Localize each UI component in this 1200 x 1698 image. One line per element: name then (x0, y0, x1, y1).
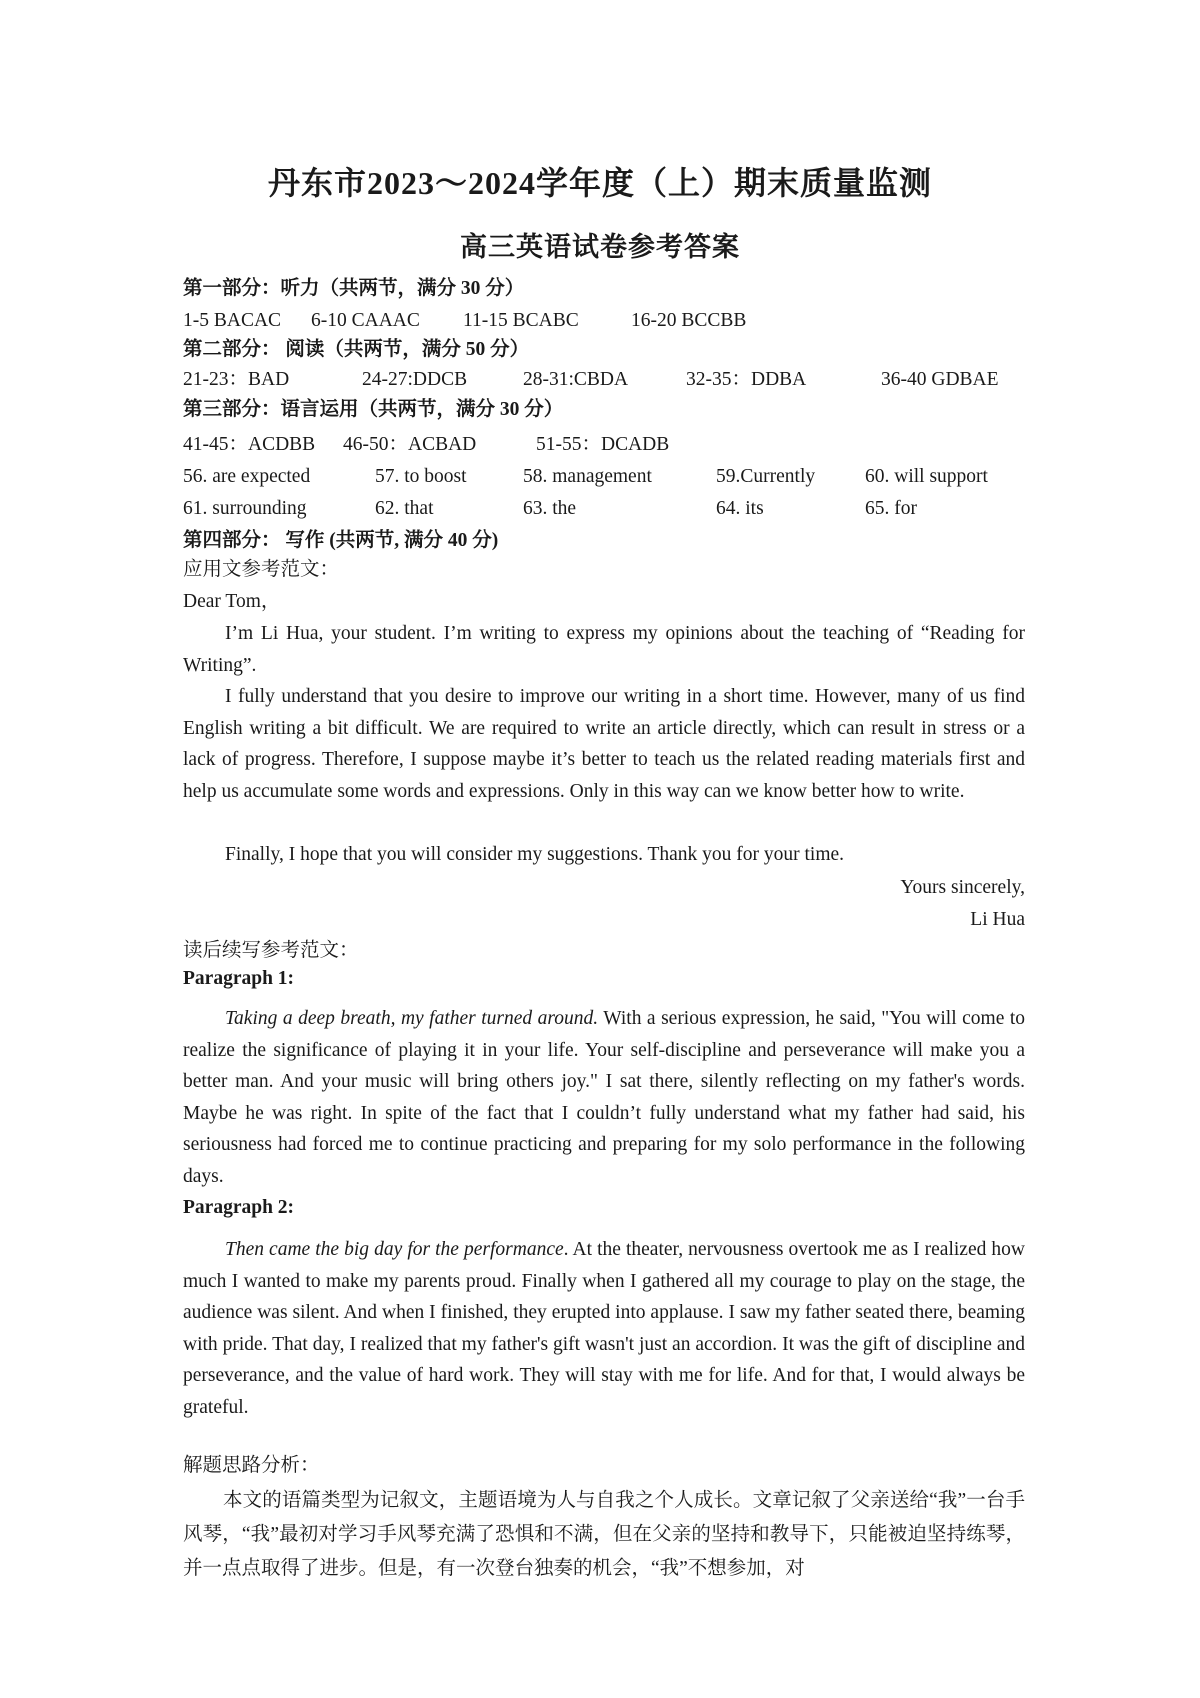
paragraph2-heading: Paragraph 2: (183, 1197, 295, 1218)
section3-heading: 第三部分：语言运用（共两节，满分 30 分） (183, 399, 564, 420)
analysis-text: 本文的语篇类型为记叙文，主题语境为人与自我之个人成长。文章记叙了父亲送给“我”一台手风琴，“我”最初对学习手风琴充满了恐惧和不满，但在父亲的坚持和教导下，只能被迫坚持练琴，并一点点取得了进步。但是，有一次登台独奏的机会，“我”不想参加，对 (183, 1490, 1025, 1579)
answer-group: 51-55：DCADB (536, 434, 670, 455)
fill-answer: 56. are expected (183, 466, 311, 487)
document-subtitle: 高三英语试卷参考答案 (460, 232, 740, 262)
answer-group: 28-31:CBDA (523, 369, 629, 390)
answer-group: 24-27:DDCB (362, 369, 468, 390)
letter-paragraph-2: I fully understand that you desire to improve our writing in a short time. However, many of us find English writing a bit difficult. We are required to write an article directly, which can result in stress or a lack of progress. Therefore, I suppose maybe it’s better to teach us the related reading materials first and help us accumulate some words and expressions. Only in this way can we know better how to write. (183, 686, 1025, 802)
fill-answer: 58. management (523, 466, 652, 487)
answer-group: 6-10 CAAAC (311, 310, 420, 331)
fill-answer: 64. its (716, 498, 764, 519)
letter-closing: Yours sincerely, (900, 877, 1025, 898)
fill-answer: 63. the (523, 498, 577, 519)
paragraph2-lead-sentence: Then came the big day for the performance (225, 1239, 564, 1260)
fill-answer: 59.Currently (716, 466, 816, 487)
fill-answer: 60. will support (865, 466, 988, 487)
letter-paragraph-3: Finally, I hope that you will consider my suggestions. Thank you for your time. (225, 844, 845, 865)
answer-group: 36-40 GDBAE (881, 369, 999, 390)
answer-group: 46-50：ACBAD (343, 434, 477, 455)
letter-greeting: Dear Tom， (183, 591, 281, 612)
analysis-label: 解题思路分析： (183, 1455, 320, 1476)
continuation-paragraph-2 (183, 1234, 1025, 1424)
fill-answer: 57. to boost (375, 466, 467, 487)
fill-answer: 65. for (865, 498, 917, 519)
answer-group: 32-35：DDBA (686, 369, 807, 390)
paragraph1-heading: Paragraph 1: (183, 968, 295, 989)
continuation-label: 读后续写参考范文： (183, 940, 359, 961)
answer-group: 21-23：BAD (183, 369, 290, 390)
answer-group: 16-20 BCCBB (631, 310, 747, 331)
answer-group: 41-45：ACDBB (183, 434, 316, 455)
fill-answer: 62. that (375, 498, 434, 519)
section1-heading: 第一部分：听力（共两节，满分 30 分） (183, 278, 525, 299)
paragraph1-lead-sentence: Taking a deep breath, my father turned around. (225, 1008, 599, 1029)
fill-answer: 61. surrounding (183, 498, 307, 519)
letter-signature: Li Hua (970, 909, 1025, 930)
section4-heading: 第四部分： 写作 (共两节, 满分 40 分) (183, 530, 499, 551)
letter-label: 应用文参考范文： (183, 559, 340, 580)
letter-paragraph-1: I’m Li Hua, your student. I’m writing to express my opinions about the teaching of “Reading for Writing”. (183, 623, 1025, 676)
answer-group: 1-5 BACAC (183, 310, 282, 331)
paragraph2-body: . At the theater, nervousness overtook me as I realized how much I wanted to make my parents proud. Finally when I gathered all my courage to play on the stage, the audience was silent. And when I finished, they erupted into applause. I saw my father seated there, beaming with pride. That day, I realized that my father's gift wasn't just an accordion. It was the gift of discipline and perseverance, and the value of hard work. They will stay with me for life. And for that, I would always be grateful. (183, 1239, 1025, 1418)
continuation-paragraph-1 (183, 1003, 1025, 1193)
paragraph1-body: With a serious expression, he said, "You will come to realize the significance of playing it in your life. Your self-discipline and perseverance will make you a better man. And your music will bring others joy." I sat there, silently reflecting on my father's words. Maybe he was right. In spite of the fact that I couldn’t fully understand what my father had said, his seriousness had forced me to continue practicing and preparing for my solo performance in the following days. (183, 1008, 1025, 1187)
document-title: 丹东市2023～2024学年度（上）期末质量监测 (267, 165, 932, 201)
section2-heading: 第二部分： 阅读（共两节，满分 50 分） (183, 339, 530, 360)
answer-group: 11-15 BCABC (463, 310, 579, 331)
